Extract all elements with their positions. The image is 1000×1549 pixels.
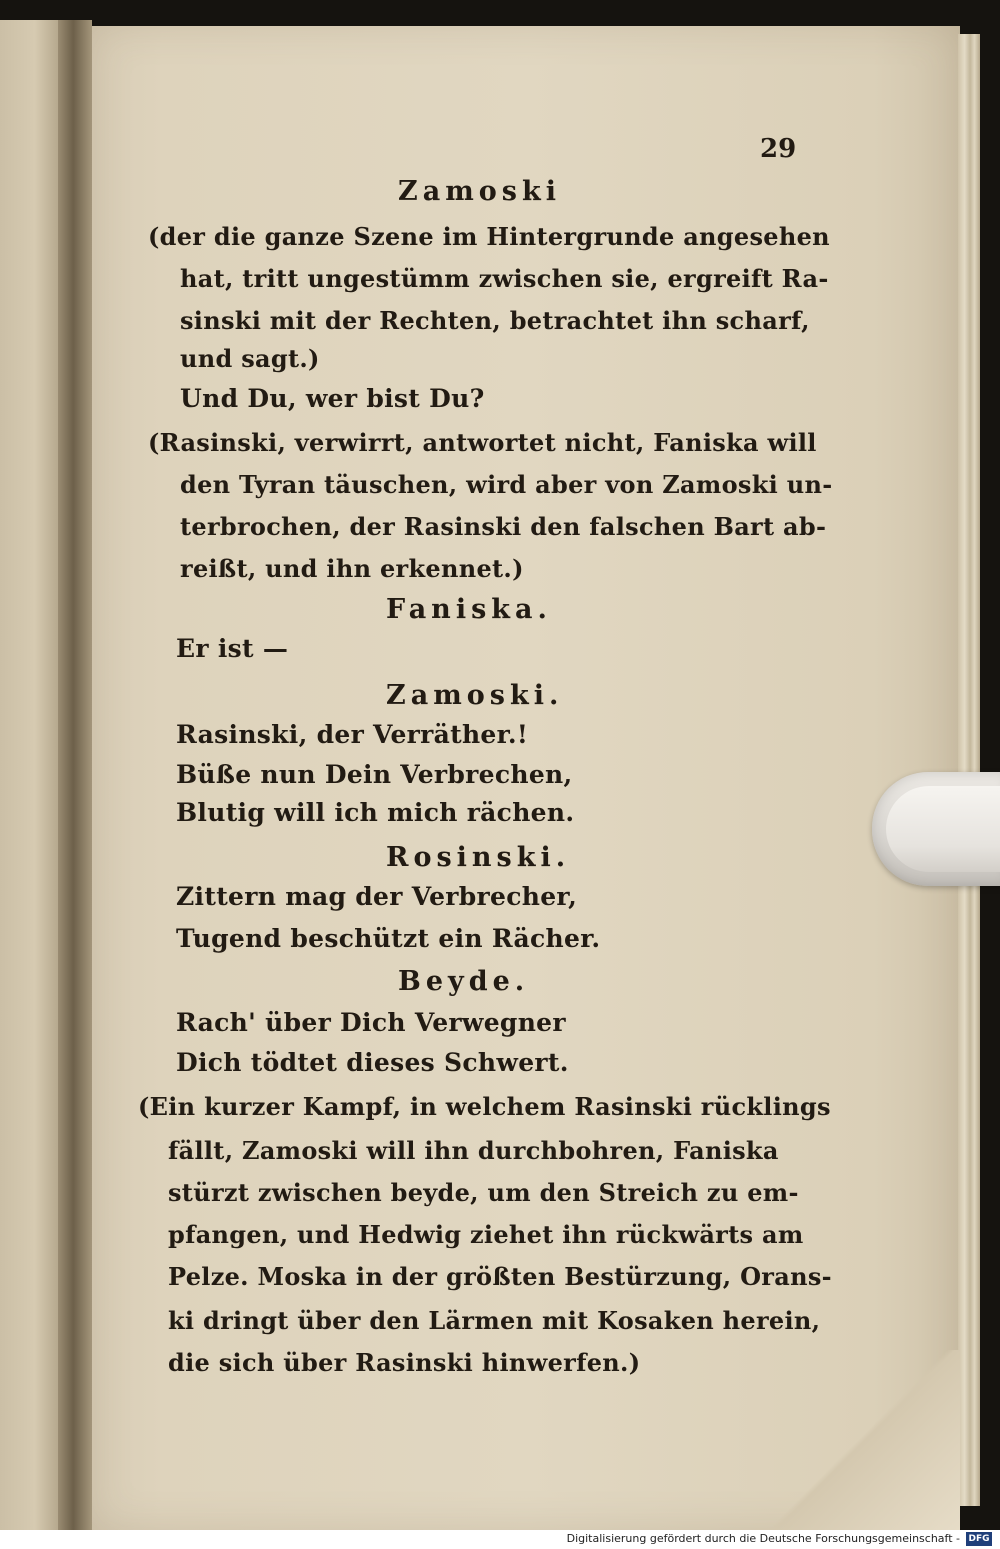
speaker-heading: Zamoski [398,176,561,207]
page-clip [872,772,1000,886]
speaker-heading: Rosinski. [386,842,571,873]
dialogue-line: Zittern mag der Verbrecher, [176,882,578,911]
stage-direction-line: fällt, Zamoski will ihn durchbohren, Faniska [168,1136,779,1165]
stage-direction-line: den Tyran täuschen, wird aber von Zamoski un- [180,470,833,499]
dialogue-line: Blutig will ich mich rächen. [176,798,575,827]
stage-direction-line: stürzt zwischen beyde, um den Streich zu em- [168,1178,799,1207]
stage-direction-line: und sagt.) [180,344,320,373]
dialogue-line: Dich tödtet dieses Schwert. [176,1048,569,1077]
stage-direction-line: sinski mit der Rechten, betrachtet ihn scharf, [180,306,810,335]
stage-direction-line: hat, tritt ungestümm zwischen sie, ergreift Ra- [180,264,829,293]
stage-direction-line: pfangen, und Hedwig ziehet ihn rückwärts am [168,1220,804,1249]
dialogue-line: Rasinski, der Verräther.! [176,720,529,749]
page-fold [770,1350,960,1530]
dialogue-line: Er ist — [176,634,289,663]
stage-direction-line: reißt, und ihn erkennet.) [180,554,524,583]
left-page-edge [0,20,58,1530]
dfg-logo: DFG [966,1532,992,1546]
stage-direction-line: terbrochen, der Rasinski den falschen Bart ab- [180,512,827,541]
funding-credit: Digitalisierung gefördert durch die Deutsche Forschungsgemeinschaft - [566,1532,960,1545]
book-gutter [58,20,92,1530]
dialogue-line: Rach' über Dich Verwegner [176,1008,566,1037]
footer-bar [0,1530,1000,1549]
speaker-heading: Zamoski. [386,680,564,711]
dialogue-line: Und Du, wer bist Du? [180,384,485,413]
page-stack-edge [958,34,980,1506]
stage-direction-line: (der die ganze Szene im Hintergrunde angesehen [148,222,830,251]
speaker-heading: Faniska. [386,594,552,625]
page-number: 29 [760,134,797,164]
stage-direction-line: (Ein kurzer Kampf, in welchem Rasinski rücklings [138,1092,831,1121]
speaker-heading: Beyde. [398,966,530,997]
stage-direction-line: (Rasinski, verwirrt, antwortet nicht, Faniska will [148,428,817,457]
dialogue-line: Tugend beschützt ein Rächer. [176,924,601,953]
stage-direction-line: ki dringt über den Lärmen mit Kosaken herein, [168,1306,821,1335]
stage-direction-line: Pelze. Moska in der größten Bestürzung, Orans- [168,1262,832,1291]
stage-direction-line: die sich über Rasinski hinwerfen.) [168,1348,641,1377]
dialogue-line: Büße nun Dein Verbrechen, [176,760,573,789]
